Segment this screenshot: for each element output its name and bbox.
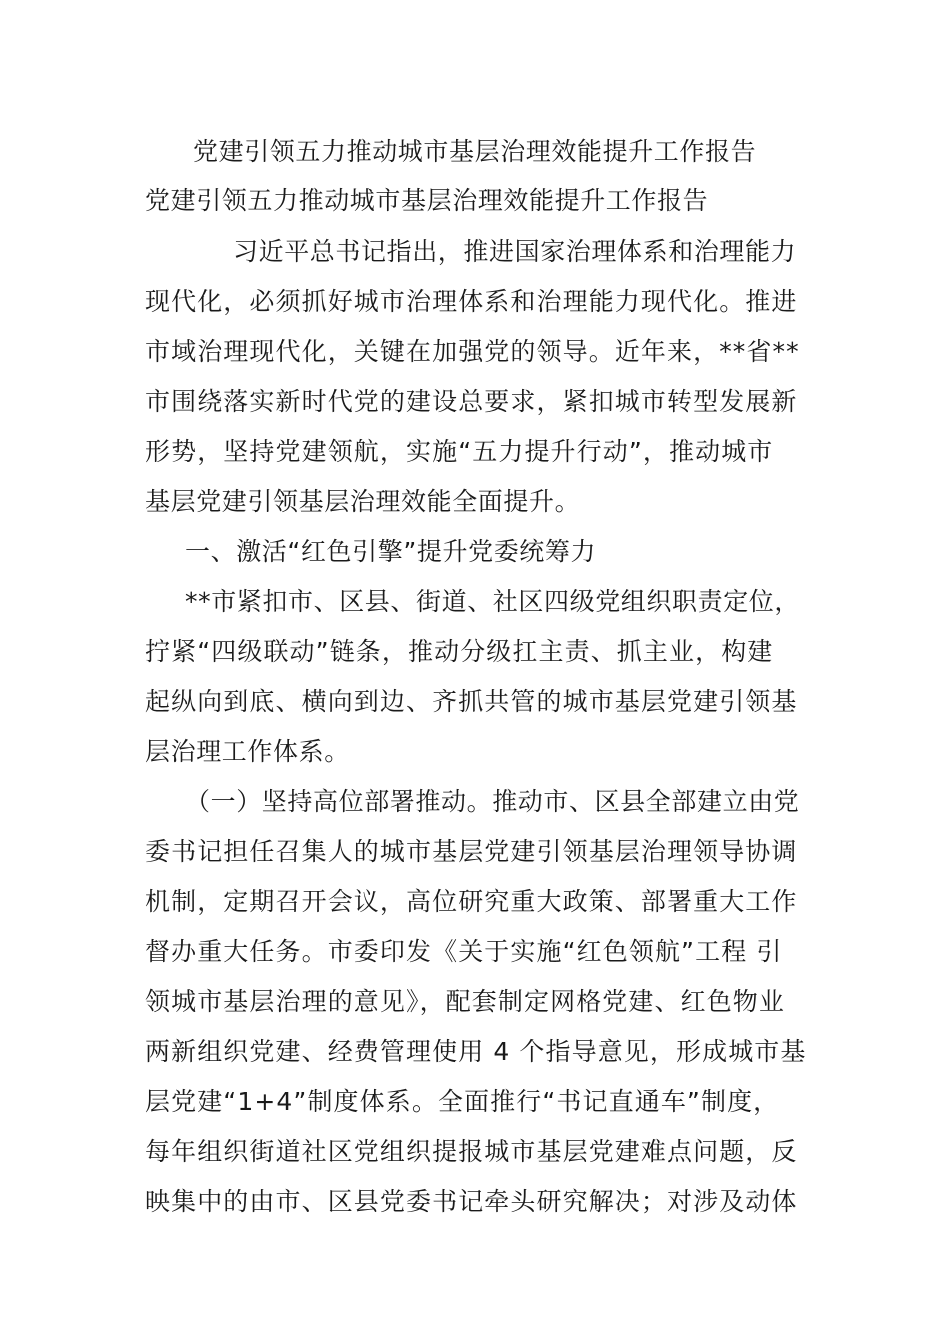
intro-line-3: 市域治理现代化，关键在加强党的领导。近年来，**省** [145, 337, 800, 366]
document-title-repeat: 党建引领五力推动城市基层治理效能提升工作报告 [145, 186, 709, 215]
subsection1-line-7: 层党建“1+4”制度体系。全面推行“书记直通车”制度， [145, 1087, 780, 1116]
subsection1-line-1: （一）坚持高位部署推动。推动市、区县全部建立由党 [185, 787, 800, 816]
intro-line-2: 现代化，必须抓好城市治理体系和治理能力现代化。推进 [145, 287, 798, 316]
section1-line-4: 层治理工作体系。 [145, 737, 350, 766]
subsection1-line-2: 委书记担任召集人的城市基层党建引领基层治理领导协调 [145, 837, 798, 866]
document-title: 党建引领五力推动城市基层治理效能提升工作报告 [193, 137, 757, 166]
intro-line-5: 形势，坚持党建领航，实施“五力提升行动”，推动城市 [145, 437, 774, 466]
intro-line-6: 基层党建引领基层治理效能全面提升。 [145, 487, 581, 516]
subsection1-line-5: 领城市基层治理的意见》，配套制定网格党建、红色物业 [145, 987, 786, 1016]
subsection1-line-4: 督办重大任务。市委印发《关于实施“红色领航”工程 引 [145, 937, 783, 966]
section1-line-1: **市紧扣市、区县、街道、社区四级党组织职责定位， [185, 587, 801, 616]
subsection1-line-3: 机制，定期召开会议，高位研究重大政策、部署重大工作 [145, 887, 798, 916]
intro-line-4: 市围绕落实新时代党的建设总要求，紧扣城市转型发展新 [145, 387, 798, 416]
section1-line-2: 拧紧“四级联动”链条，推动分级扛主责、抓主业，构建 [145, 637, 774, 666]
subsection1-line-9: 映集中的由市、区县党委书记牵头研究解决；对涉及动体 [145, 1187, 798, 1216]
subsection1-line-6: 两新组织党建、经费管理使用 4 个指导意见，形成城市基 [145, 1037, 807, 1066]
section1-line-3: 起纵向到底、横向到边、齐抓共管的城市基层党建引领基 [145, 687, 798, 716]
intro-line-1: 习近平总书记指出，推进国家治理体系和治理能力 [233, 237, 797, 266]
section-heading-1: 一、激活“红色引擎”提升党委统筹力 [185, 537, 597, 566]
subsection1-line-8: 每年组织街道社区党组织提报城市基层党建难点问题，反 [145, 1137, 798, 1166]
